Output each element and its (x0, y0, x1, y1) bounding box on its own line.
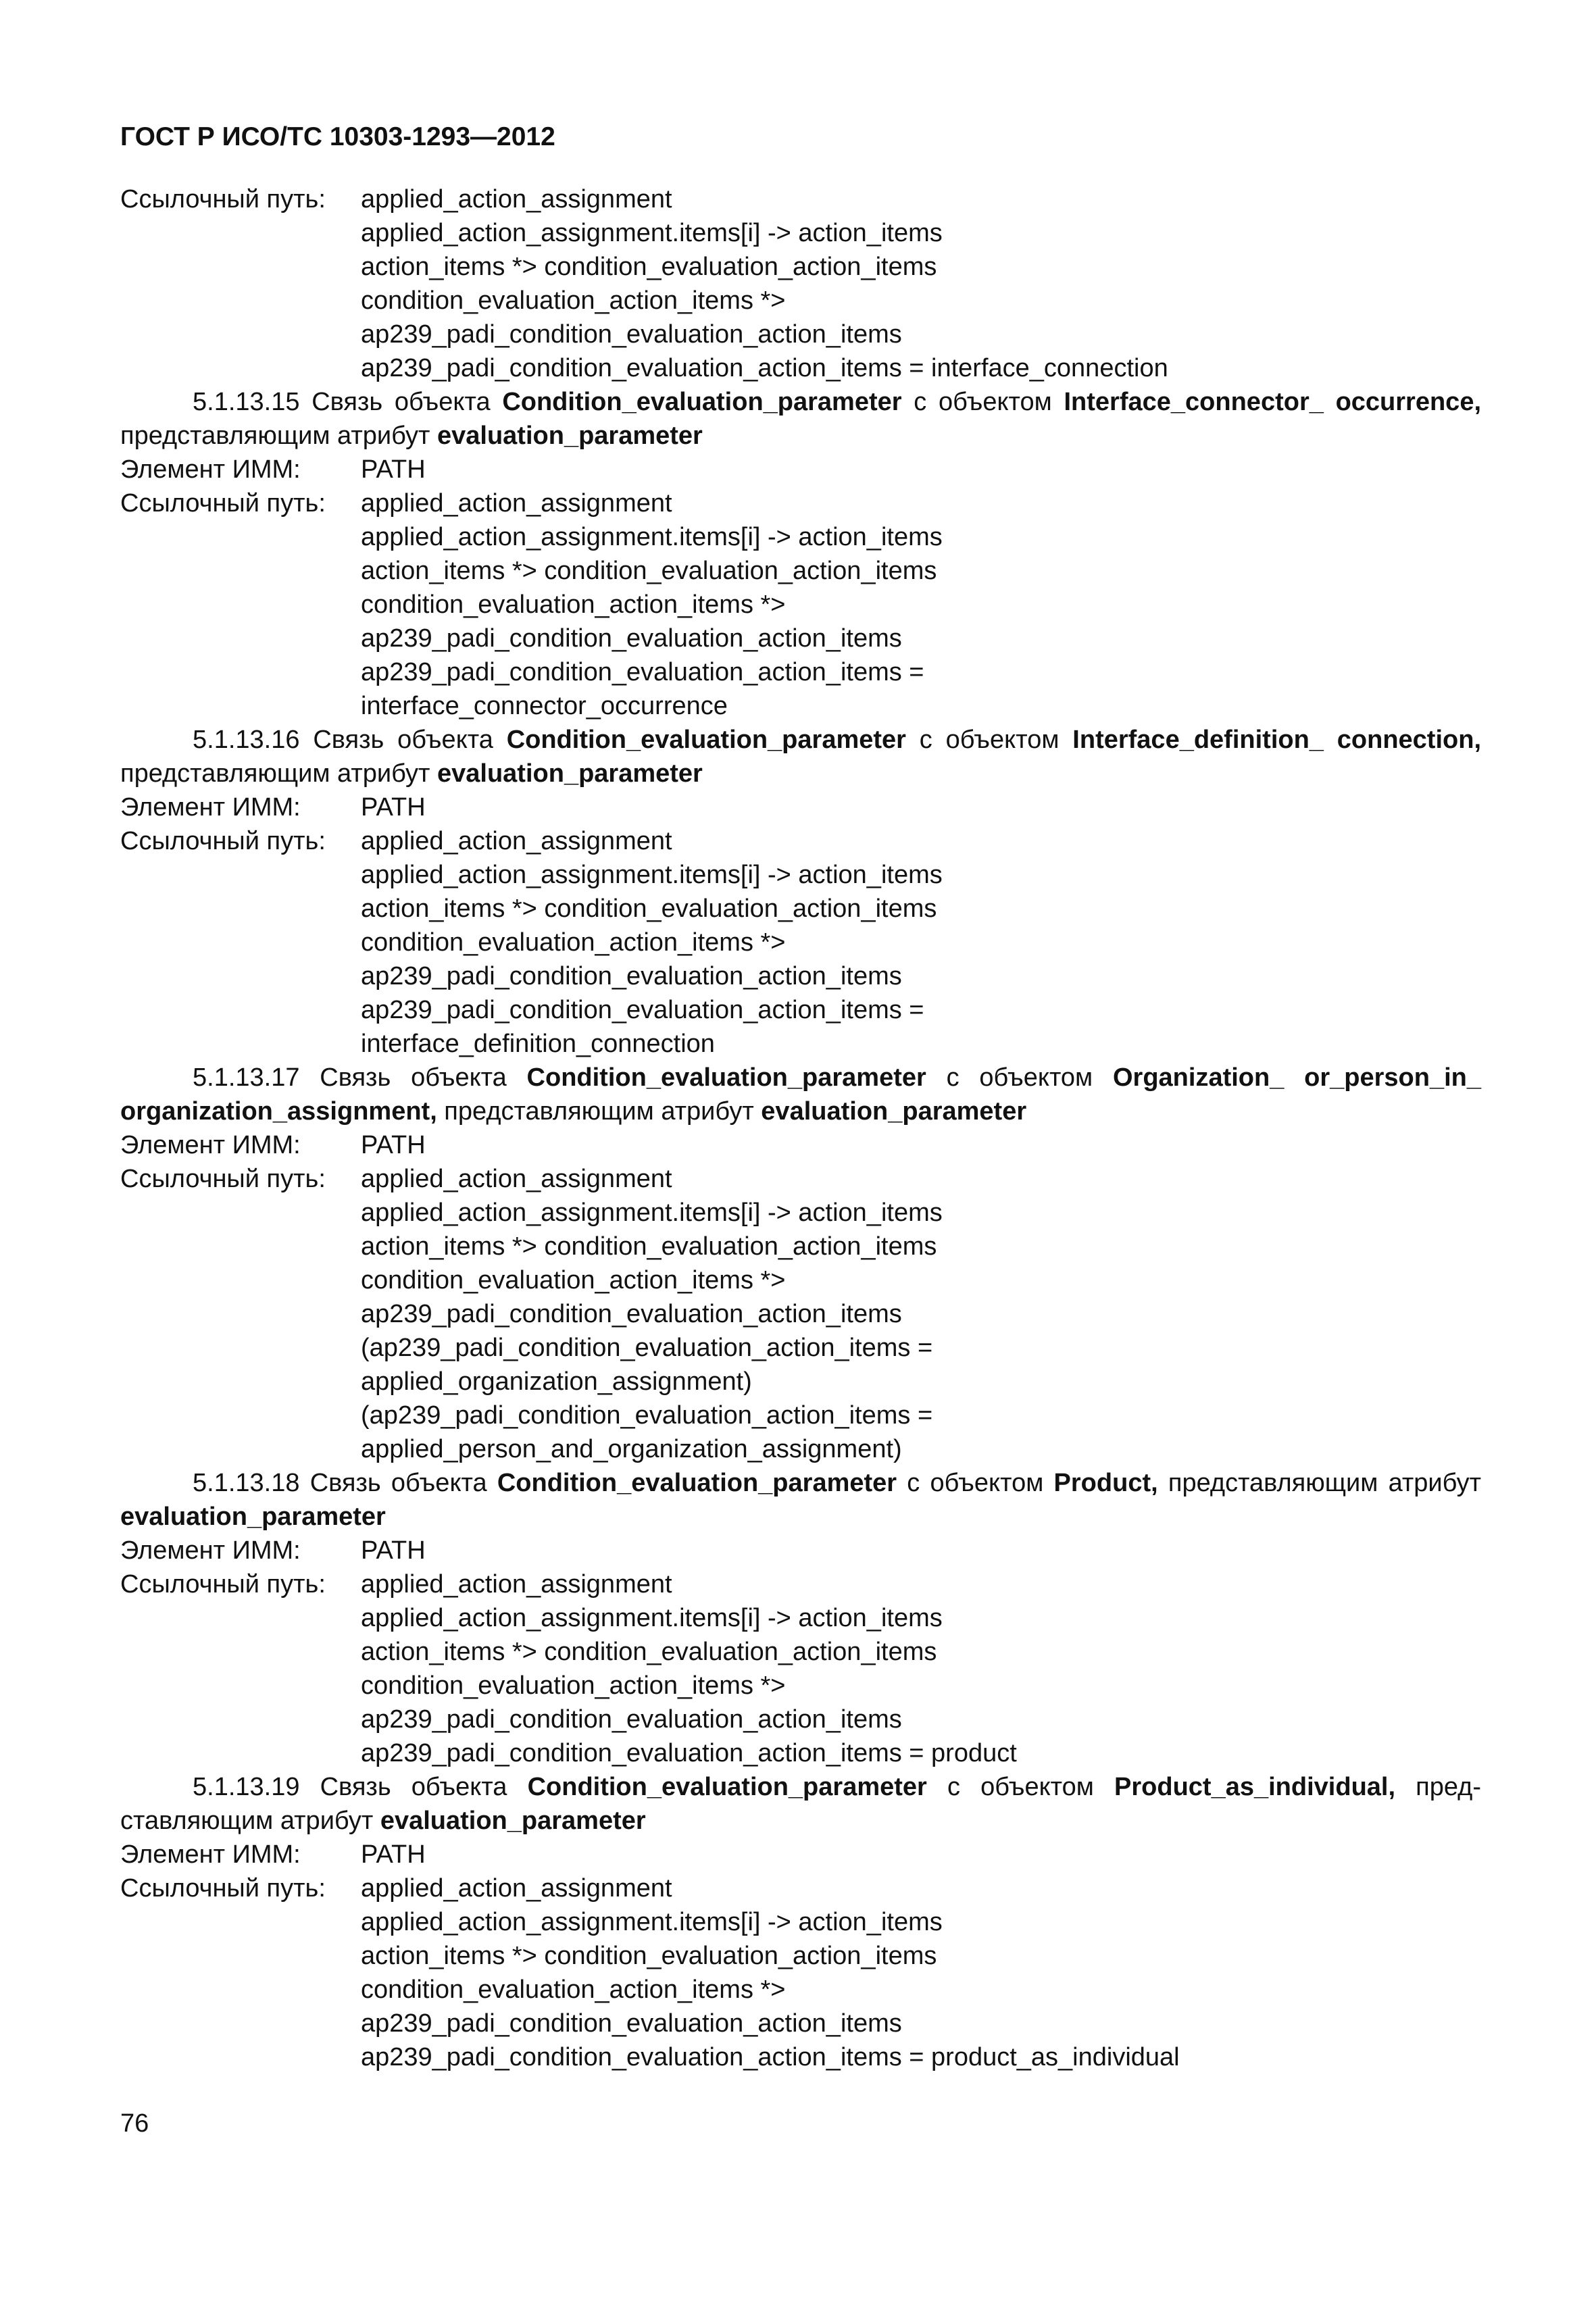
heading-text: с объектом (926, 1063, 1113, 1092)
reference-path-line: applied_action_assignment (361, 489, 672, 518)
section-number: 5.1.13.18 (193, 1469, 300, 1497)
section-5-1-13-18 (120, 1466, 1481, 1770)
reference-path-line: applied_action_assignment.items[i] -> action_items (361, 861, 943, 889)
reference-path-line: condition_evaluation_action_items *> (361, 1976, 786, 2004)
reference-path-line: applied_action_assignment.items[i] -> action_items (361, 1604, 943, 1632)
heading-text: Связь объекта (299, 1469, 497, 1497)
attribute-name: evaluation_parameter (761, 1097, 1027, 1126)
target-entity-name: Product, (1053, 1469, 1158, 1497)
document-content (120, 182, 1481, 2074)
heading-text: Связь объекта (299, 388, 503, 416)
reference-path-label: Ссылочный путь: (120, 827, 326, 855)
target-entity-name: Product_as_individual, (1114, 1773, 1396, 1801)
section-number: 5.1.13.15 (193, 388, 300, 416)
heading-text: с объектом (905, 726, 1073, 754)
target-entity-name: Interface_connector_ occurrence, (1064, 388, 1482, 416)
heading-text: представляющим атрибут (120, 759, 437, 788)
section-5-1-13-17 (120, 1061, 1481, 1466)
element-value: PATH (361, 1131, 426, 1159)
reference-path-line: applied_action_assignment.items[i] -> action_items (361, 523, 943, 551)
reference-path-line: condition_evaluation_action_items *> (361, 286, 786, 315)
heading-text: Связь объекта (299, 1773, 528, 1801)
reference-path-row (120, 1162, 1481, 1466)
section-5-1-13-16 (120, 723, 1481, 1061)
element-label: Элемент ИММ: (120, 1131, 301, 1159)
reference-path-line: interface_connector_occurrence (361, 692, 728, 720)
attribute-name: evaluation_parameter (120, 1503, 386, 1531)
reference-path-line: ap239_padi_condition_evaluation_action_items (361, 962, 902, 990)
attribute-name: evaluation_parameter (380, 1807, 646, 1835)
reference-path-line: ap239_padi_condition_evaluation_action_items = product (361, 1739, 1017, 1767)
page-number: 76 (120, 2109, 149, 2138)
reference-path-line: action_items *> condition_evaluation_action_items (361, 557, 937, 585)
reference-path-line: ap239_padi_condition_evaluation_action_items (361, 2009, 902, 2038)
section-heading (120, 1466, 1481, 1534)
document-header: ГОСТ Р ИСО/ТС 10303-1293—2012 (120, 122, 555, 151)
heading-text: Связь объекта (299, 726, 507, 754)
attribute-name: evaluation_parameter (437, 422, 703, 450)
intro-reference-path (120, 182, 1481, 385)
reference-path-line: ap239_padi_condition_evaluation_action_items (361, 1705, 902, 1734)
reference-path-line: ap239_padi_condition_evaluation_action_items = product_as_individual (361, 2043, 1180, 2071)
section-heading (120, 1770, 1481, 1838)
element-label: Элемент ИММ: (120, 1536, 301, 1565)
element-label: Элемент ИММ: (120, 1840, 301, 1869)
reference-path-lines (361, 182, 1481, 385)
element-row (120, 790, 1481, 824)
element-value: PATH (361, 1536, 426, 1565)
reference-path-lines (361, 1871, 1481, 2074)
reference-path-lines (361, 1162, 1481, 1466)
heading-text: с объектом (897, 1469, 1054, 1497)
section-heading (120, 723, 1481, 790)
reference-path-line: ap239_padi_condition_evaluation_action_items = (361, 658, 924, 686)
reference-path-line: action_items *> condition_evaluation_action_items (361, 895, 937, 923)
reference-path-line: condition_evaluation_action_items *> (361, 1266, 786, 1294)
reference-path-line: applied_organization_assignment) (361, 1367, 752, 1396)
reference-path-line: condition_evaluation_action_items *> (361, 590, 786, 619)
section-heading (120, 1061, 1481, 1128)
reference-path-label: Ссылочный путь: (120, 1165, 326, 1193)
element-row (120, 1534, 1481, 1567)
sections-container (120, 385, 1481, 2074)
reference-path-line: condition_evaluation_action_items *> (361, 1671, 786, 1700)
reference-path-line: applied_action_assignment (361, 1874, 672, 1903)
heading-text: с объектом (901, 388, 1064, 416)
section-5-1-13-19 (120, 1770, 1481, 2074)
reference-path-row (120, 486, 1481, 723)
reference-path-line: ap239_padi_condition_evaluation_action_items (361, 1300, 902, 1328)
entity-name: Condition_evaluation_parameter (506, 726, 906, 754)
heading-text: представляющим атрибут (437, 1097, 762, 1126)
reference-path-line: action_items *> condition_evaluation_action_items (361, 1232, 937, 1261)
reference-path-line: applied_action_assignment (361, 1570, 672, 1599)
heading-text: представляющим атрибут (1157, 1469, 1481, 1497)
section-number: 5.1.13.16 (193, 726, 300, 754)
reference-path-line: applied_action_assignment.items[i] -> action_items (361, 1908, 943, 1936)
reference-path-line: ap239_padi_condition_evaluation_action_items = (361, 996, 924, 1024)
element-label: Элемент ИММ: (120, 793, 301, 822)
reference-path-label: Ссылочный путь: (120, 489, 326, 518)
section-5-1-13-15 (120, 385, 1481, 723)
element-value: PATH (361, 793, 426, 822)
target-entity-name: Interface_definition_ connection, (1072, 726, 1482, 754)
reference-path-line: action_items *> condition_evaluation_action_items (361, 1942, 937, 1970)
reference-path-line: applied_person_and_organization_assignment) (361, 1435, 902, 1463)
element-value: PATH (361, 1840, 426, 1869)
entity-name: Condition_evaluation_parameter (526, 1063, 926, 1092)
reference-path-line: action_items *> condition_evaluation_action_items (361, 1638, 937, 1666)
heading-text: пред-ставляющим атрибут (120, 1773, 1481, 1835)
element-row (120, 453, 1481, 486)
element-label: Элемент ИММ: (120, 455, 301, 484)
reference-path-label: Ссылочный путь: (120, 1874, 326, 1903)
reference-path-row (120, 824, 1481, 1061)
reference-path-lines (361, 824, 1481, 1061)
reference-path-line: ap239_padi_condition_evaluation_action_items = interface_connection (361, 354, 1168, 382)
attribute-name: evaluation_parameter (437, 759, 703, 788)
entity-name: Condition_evaluation_parameter (527, 1773, 927, 1801)
reference-path-row (120, 1871, 1481, 2074)
reference-path-line: applied_action_assignment (361, 827, 672, 855)
target-entity-name: Organization_ or_person_in_ organization_assignment, (120, 1063, 1482, 1126)
reference-path-line: ap239_padi_condition_evaluation_action_items (361, 624, 902, 653)
reference-path-line: (ap239_padi_condition_evaluation_action_items = (361, 1334, 933, 1362)
reference-path-lines (361, 486, 1481, 723)
reference-path-line: applied_action_assignment (361, 185, 672, 213)
section-number: 5.1.13.19 (193, 1773, 300, 1801)
heading-text: Связь объекта (299, 1063, 527, 1092)
heading-text: с объектом (926, 1773, 1115, 1801)
reference-path-row (120, 1567, 1481, 1770)
reference-path-line: (ap239_padi_condition_evaluation_action_items = (361, 1401, 933, 1430)
reference-path-line: applied_action_assignment (361, 1165, 672, 1193)
reference-path-line: ap239_padi_condition_evaluation_action_items (361, 320, 902, 349)
reference-path-label: Ссылочный путь: (120, 1570, 326, 1599)
element-row (120, 1838, 1481, 1871)
heading-text: представляющим атрибут (120, 422, 437, 450)
section-heading (120, 385, 1481, 453)
reference-path-line: condition_evaluation_action_items *> (361, 928, 786, 957)
entity-name: Condition_evaluation_parameter (502, 388, 902, 416)
reference-path-line: action_items *> condition_evaluation_action_items (361, 253, 937, 281)
entity-name: Condition_evaluation_parameter (497, 1469, 897, 1497)
reference-path-line: applied_action_assignment.items[i] -> action_items (361, 1199, 943, 1227)
element-value: PATH (361, 455, 426, 484)
reference-path-line: interface_definition_connection (361, 1030, 715, 1058)
reference-path-lines (361, 1567, 1481, 1770)
reference-path-label: Ссылочный путь: (120, 185, 326, 213)
element-row (120, 1128, 1481, 1162)
reference-path-line: applied_action_assignment.items[i] -> action_items (361, 219, 943, 247)
section-number: 5.1.13.17 (193, 1063, 300, 1092)
